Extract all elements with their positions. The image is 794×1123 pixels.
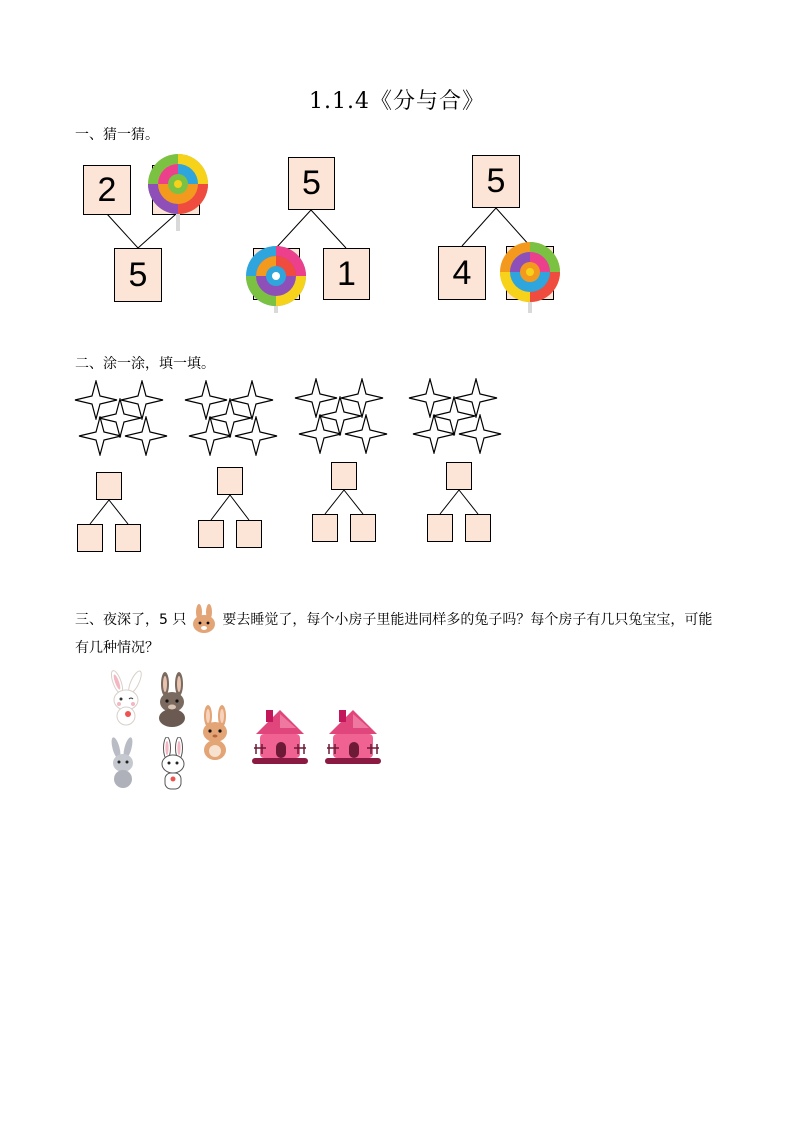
- number-box-top: 5: [472, 155, 520, 208]
- answer-box[interactable]: [427, 514, 453, 542]
- answer-box[interactable]: [331, 462, 357, 490]
- question-text-end: 要去睡觉了，每个小房子里能进同样多的兔子吗？每个房子有几只兔宝宝，可能有几种情况？: [75, 612, 713, 656]
- answer-box[interactable]: [77, 524, 103, 552]
- four-point-star-icon[interactable]: [78, 416, 122, 456]
- number-box-bottom: 5: [114, 248, 162, 302]
- answer-box[interactable]: [236, 520, 262, 548]
- section1-heading: 一、猜一猜。: [75, 127, 159, 143]
- house-icon: [325, 708, 381, 766]
- question-text-start: 三、夜深了，5 只: [75, 612, 187, 628]
- number-box-right: 1: [323, 248, 370, 300]
- rabbit-icon: [104, 670, 148, 726]
- lollipop-icon: [146, 153, 210, 231]
- answer-box[interactable]: [96, 472, 122, 500]
- four-point-star-icon[interactable]: [124, 416, 168, 456]
- answer-box[interactable]: [446, 462, 472, 490]
- four-point-star-icon[interactable]: [188, 416, 232, 456]
- section2-heading: 二、涂一涂，填一填。: [75, 356, 215, 372]
- answer-box[interactable]: [198, 520, 224, 548]
- four-point-star-icon[interactable]: [234, 416, 278, 456]
- rabbit-icon: [152, 672, 192, 728]
- four-point-star-icon[interactable]: [412, 414, 456, 454]
- rabbit-icon: [196, 705, 234, 761]
- number-box-left: 4: [438, 246, 486, 300]
- lollipop-icon: [498, 241, 562, 313]
- page-title: 1.1.4《分与合》: [309, 89, 485, 114]
- section3-question: [75, 604, 725, 662]
- four-point-star-icon[interactable]: [344, 414, 388, 454]
- answer-box[interactable]: [312, 514, 338, 542]
- number-box-top: 5: [288, 157, 335, 210]
- answer-box[interactable]: [465, 514, 491, 542]
- rabbit-icon: [189, 604, 219, 634]
- house-icon: [252, 708, 308, 766]
- answer-box[interactable]: [350, 514, 376, 542]
- lollipop-icon: [244, 245, 308, 313]
- number-box-top-left: 2: [83, 165, 131, 215]
- answer-box[interactable]: [217, 467, 243, 495]
- rabbit-icon: [106, 737, 140, 789]
- answer-box[interactable]: [115, 524, 141, 552]
- four-point-star-icon[interactable]: [298, 414, 342, 454]
- rabbit-icon: [156, 737, 190, 793]
- four-point-star-icon[interactable]: [458, 414, 502, 454]
